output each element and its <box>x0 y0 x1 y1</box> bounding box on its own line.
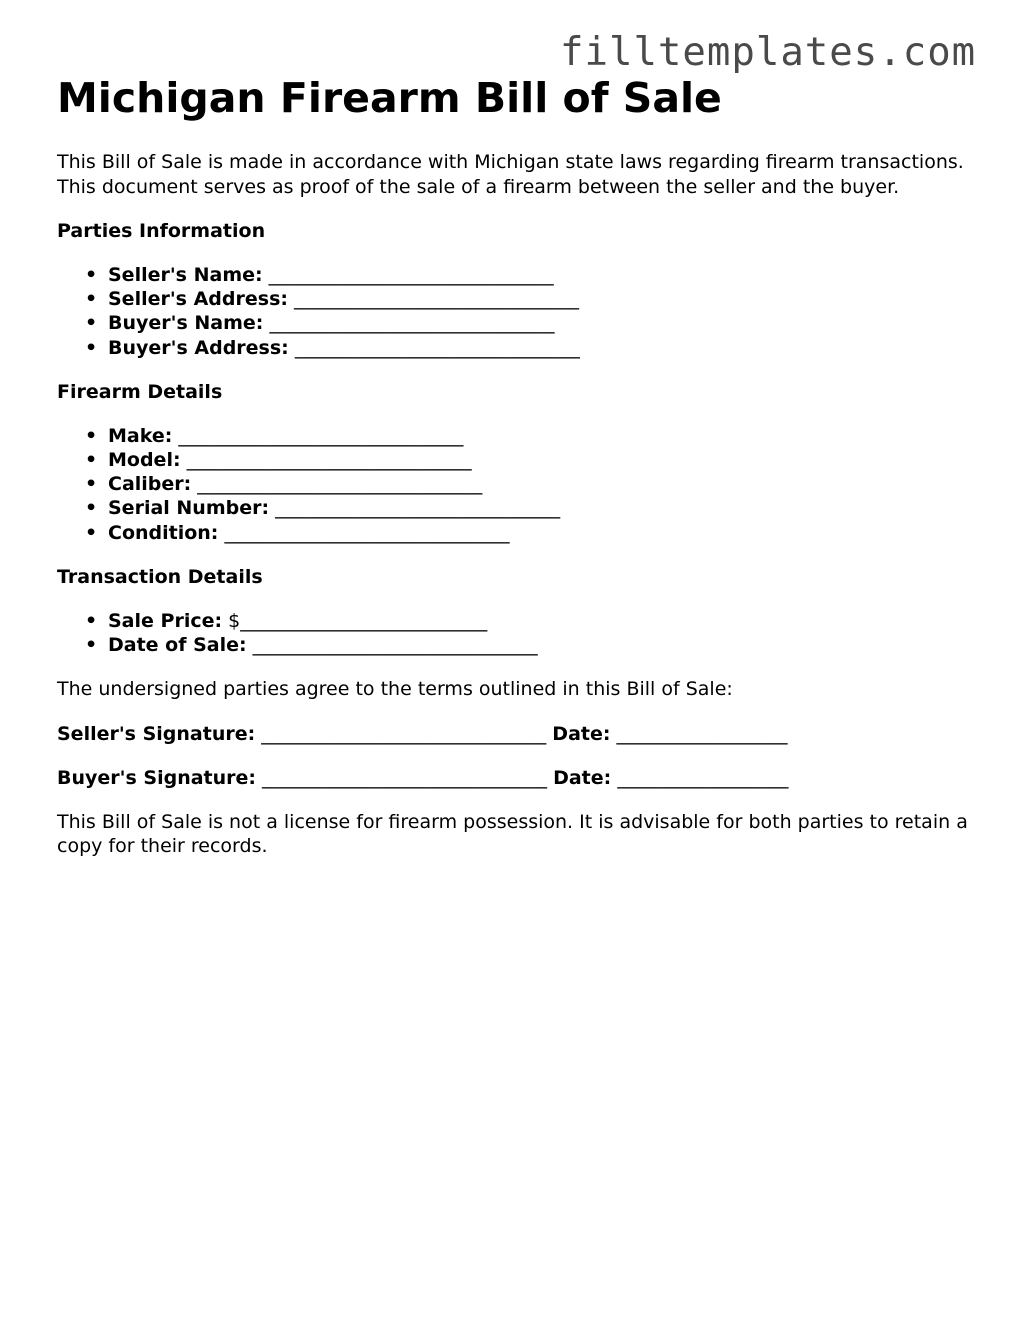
blank-line: ______________________________ <box>268 264 554 286</box>
seller-signature-blank: ______________________________ <box>261 722 547 745</box>
field-label: Condition: <box>108 521 219 544</box>
field-label: Serial Number: <box>108 497 270 520</box>
document-body <box>57 74 987 859</box>
field-label: Date of Sale: <box>108 634 247 657</box>
agreement-paragraph: The undersigned parties agree to the terms outlined in this Bill of Sale: <box>57 678 733 701</box>
field-serial-number <box>108 496 987 520</box>
document-title: Michigan Firearm Bill of Sale <box>57 74 722 122</box>
seller-signature-label: Seller's Signature: <box>57 722 256 745</box>
buyer-date-label: Date: <box>553 766 612 789</box>
field-make <box>108 424 987 448</box>
field-label: Seller's Name: <box>108 264 263 286</box>
field-date-of-sale <box>108 633 987 657</box>
field-sale-price <box>108 609 987 633</box>
blank-line: ______________________________ <box>186 449 472 472</box>
field-seller-name <box>108 263 987 287</box>
blank-line: ______________________________ <box>294 288 580 311</box>
field-buyer-address <box>108 336 987 360</box>
field-label: Caliber: <box>108 473 192 496</box>
field-label: Buyer's Name: <box>108 312 264 335</box>
buyer-date-blank: __________________ <box>617 766 789 789</box>
parties-heading: Parties Information <box>57 220 266 242</box>
blank-line: ______________________________ <box>197 473 483 496</box>
field-label: Model: <box>108 449 181 472</box>
intro-paragraph: This Bill of Sale is made in accordance with Michigan state laws regarding firearm transactions. This document serves as proof of the sale of a firearm between the seller and the buyer. <box>57 151 964 198</box>
field-condition <box>108 521 987 545</box>
field-label: Make: <box>108 424 173 447</box>
transaction-list <box>57 609 987 657</box>
buyer-signature-line <box>57 766 987 790</box>
buyer-signature-label: Buyer's Signature: <box>57 766 256 789</box>
field-label: Sale Price: <box>108 609 223 632</box>
blank-line: ______________________________ <box>269 312 555 335</box>
watermark: filltemplates.com <box>560 30 977 75</box>
firearm-list <box>57 424 987 545</box>
blank-line: ______________________________ <box>252 634 538 657</box>
field-caliber <box>108 472 987 496</box>
transaction-heading: Transaction Details <box>57 565 263 588</box>
seller-date-label: Date: <box>552 722 611 745</box>
blank-line: ______________________________ <box>224 521 510 544</box>
blank-line: ______________________________ <box>294 336 580 359</box>
blank-line: ______________________________ <box>275 497 561 520</box>
firearm-heading: Firearm Details <box>57 380 223 403</box>
field-model <box>108 448 987 472</box>
field-label: Buyer's Address: <box>108 336 289 359</box>
closing-paragraph: This Bill of Sale is not a license for firearm possession. It is advisable for both parties to retain a copy for their records. <box>57 810 968 858</box>
blank-line: ______________________________ <box>178 424 464 447</box>
buyer-signature-blank: ______________________________ <box>262 766 548 789</box>
field-buyer-name <box>108 311 987 335</box>
seller-date-blank: __________________ <box>616 722 788 745</box>
field-seller-address <box>108 287 987 311</box>
seller-signature-line <box>57 722 987 746</box>
field-label: Seller's Address: <box>108 288 288 311</box>
blank-line: $__________________________ <box>228 609 488 632</box>
parties-list <box>57 263 987 360</box>
